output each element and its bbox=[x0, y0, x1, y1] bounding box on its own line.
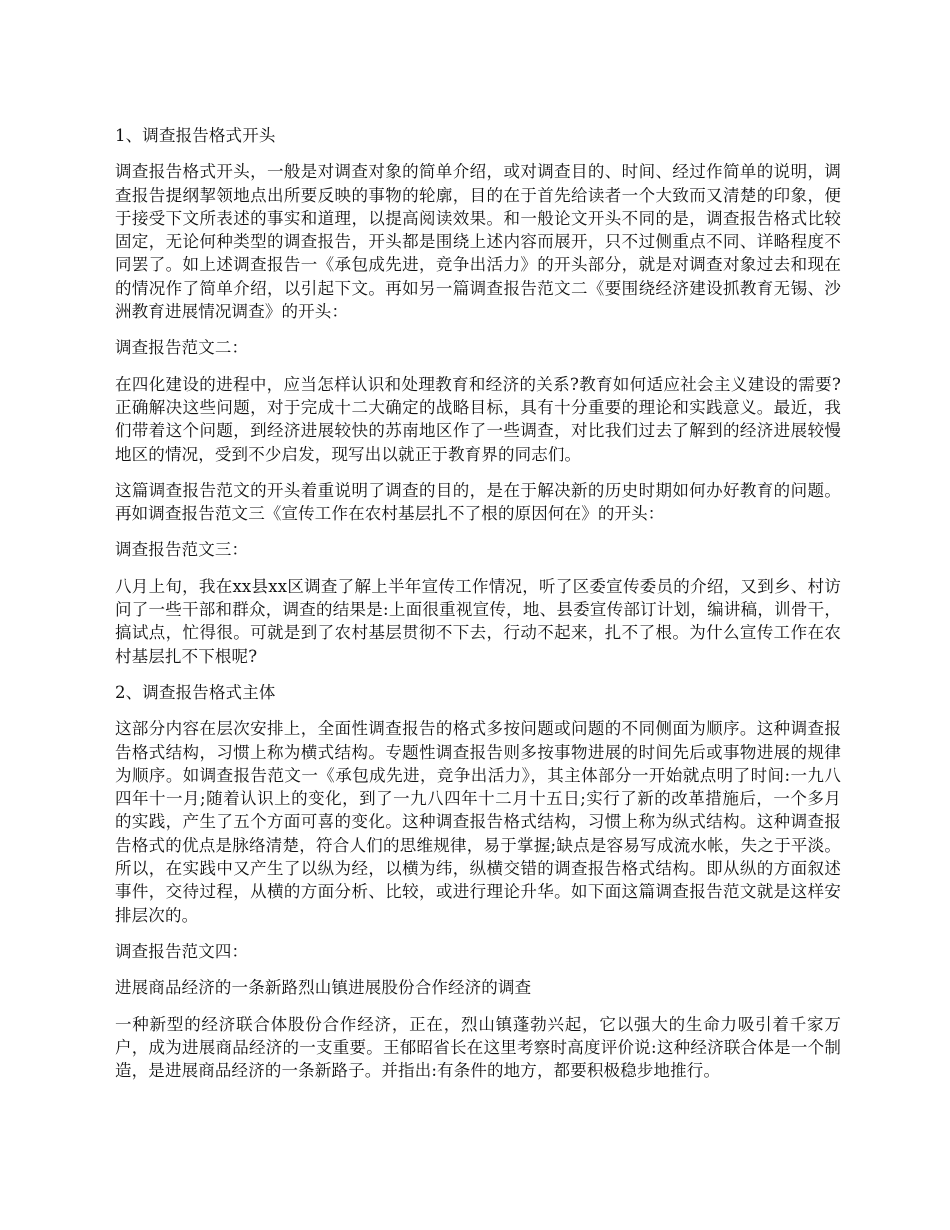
sample-label-4: 调查报告范文四： bbox=[115, 941, 249, 961]
paragraph-sample-3: 八月上旬，我在xx县xx区调查了解上半年宣传工作情况，听了区委宣传委员的介绍，又到乡、村访问了一些干部和群众，调查的结果是:上面很重视宣传，地、县委宣传部订计划，编讲稿，训骨干，搞试点，忙得很。可就是到了农村基层贯彻不下去，行动不起来，扎不了根。为什么宣传工作在农村基层扎不下根呢? bbox=[115, 576, 841, 666]
paragraph-sample-2: 在四化建设的进程中，应当怎样认识和处理教育和经济的关系?教育如何适应社会主义建设的需要?正确解决这些问题，对于完成十二大确定的战略目标，具有十分重要的理论和实践意义。最近，我们带着这个问题，到经济进展较快的苏南地区作了一些调查，对比我们过去了解到的经济进展较慢地区的情况，受到不少启发，现写出以就正于教育界的同志们。 bbox=[115, 374, 841, 464]
sample-label-2: 调查报告范文二： bbox=[115, 338, 249, 358]
paragraph-body-structure: 这部分内容在层次安排上，全面性调查报告的格式多按问题或问题的不同侧面为顺序。这种调查报告格式结构，习惯上称为横式结构。专题性调查报告则多按事物进展的时间先后或事物进展的规律为顺序。如调查报告范文一《承包成先进，竞争出活力》，其主体部分一开始就点明了时间:一九八四年十一月;随着认识上的变化，到了一九八四年十二月十五日;实行了新的改革措施后，一个多月的实践，产生了五个方面可喜的变化。这种调查报告格式结构，习惯上称为纵式结构。这种调查报告格式的优点是脉络清楚，符合人们的思维规律，易于掌握;缺点是容易写成流水帐，失之于平淡。所以，在实践中又产生了以纵为经，以横为纬，纵横交错的调查报告格式结构。即从纵的方面叙述事件，交待过程，从横的方面分析、比较，或进行理论升华。如下面这篇调查报告范文就是这样安排层次的。 bbox=[115, 719, 841, 925]
paragraph-sample-2-commentary: 这篇调查报告范文的开头着重说明了调查的目的，是在于解决新的历史时期如何办好教育的问题。再如调查报告范文三《宣传工作在农村基层扎不了根的原因何在》的开头： bbox=[115, 480, 841, 524]
section-heading-1: 1、调查报告格式开头 bbox=[115, 126, 276, 145]
paragraph-opening-intro: 调查报告格式开头，一般是对调查对象的简单介绍，或对调查目的、时间、经过作简单的说明，调查报告提纲挈领地点出所要反映的事物的轮廓，目的在于首先给读者一个大致而又清楚的印象，便于接受下文所表述的事实和道理，以提高阅读效果。和一般论文开头不同的是，调查报告格式比较固定，无论何种类型的调查报告，开头都是围绕上述内容而展开，只不过侧重点不同、详略程度不同罢了。如上述调查报告一《承包成先进，竞争出活力》的开头部分，就是对调查对象过去和现在的情况作了简单介绍，以引起下文。再如另一篇调查报告范文二《要围绕经济建设抓教育无锡、沙洲教育进展情况调查》的开头： bbox=[115, 162, 841, 322]
section-heading-2: 2、调查报告格式主体 bbox=[115, 682, 276, 702]
sample-label-3: 调查报告范文三： bbox=[115, 540, 249, 560]
sample-4-title: 进展商品经济的一条新路烈山镇进展股份合作经济的调查 bbox=[115, 978, 532, 998]
paragraph-sample-4: 一种新型的经济联合体股份合作经济，正在，烈山镇蓬勃兴起，它以强大的生命力吸引着千家万户，成为进展商品经济的一支重要。王郁昭省长在这里考察时高度评价说:这种经济联合体是一个制造，是进展商品经济的一条新路子。并指出:有条件的地方，都要积极稳步地推行。 bbox=[115, 1014, 841, 1081]
document-body bbox=[115, 124, 841, 1095]
